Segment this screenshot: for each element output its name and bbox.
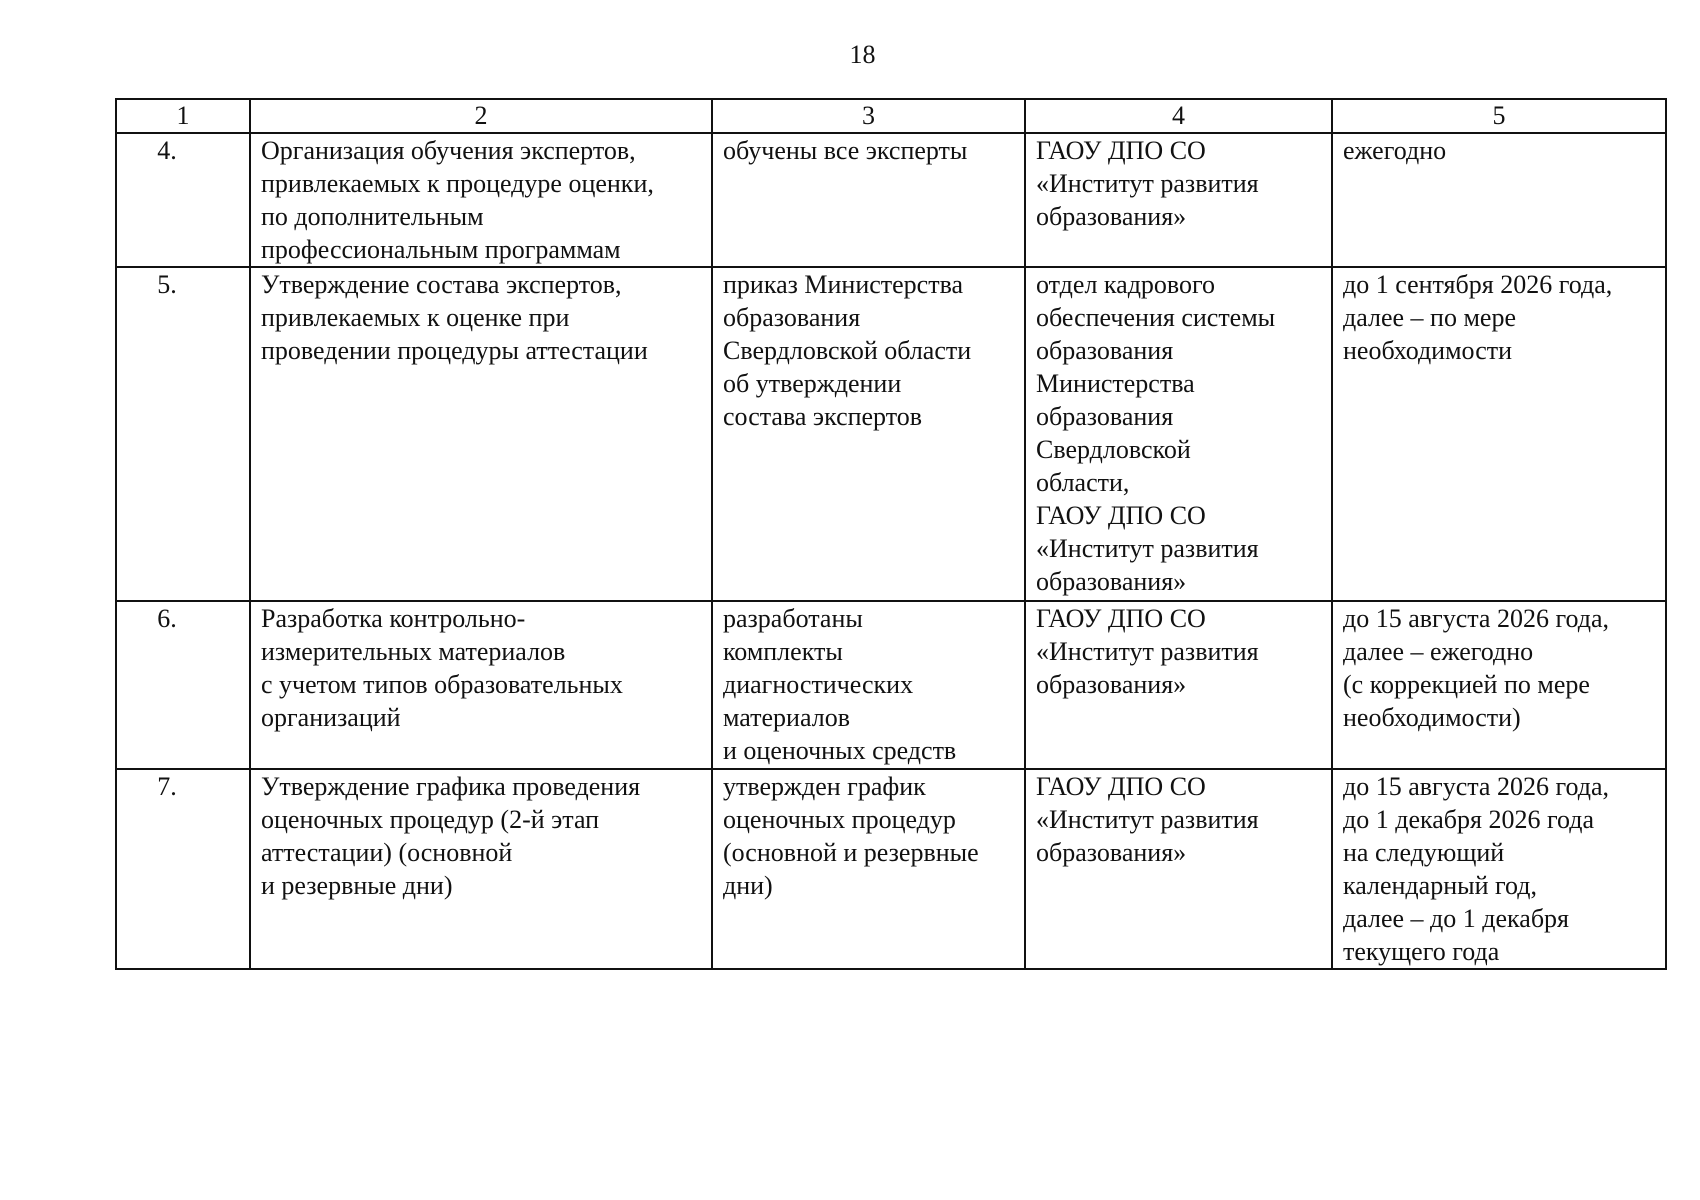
header-col-5: 5	[1332, 99, 1666, 133]
table-row	[116, 601, 1666, 769]
responsible-cell: ГАОУ ДПО СО «Институт развития образования»	[1025, 601, 1332, 769]
deadline-cell: ежегодно	[1332, 133, 1666, 267]
header-col-4: 4	[1025, 99, 1332, 133]
header-col-2: 2	[250, 99, 712, 133]
table-row	[116, 133, 1666, 267]
responsible-cell: ГАОУ ДПО СО «Институт развития образования»	[1025, 133, 1332, 267]
row-number: 4.	[116, 133, 250, 267]
header-col-1: 1	[116, 99, 250, 133]
activity-cell: Утверждение графика проведения оценочных процедур (2-й этап аттестации) (основной и резервные дни)	[250, 769, 712, 969]
header-col-3: 3	[712, 99, 1025, 133]
deadline-cell: до 1 сентября 2026 года, далее – по мере необходимости	[1332, 267, 1666, 601]
deadline-cell: до 15 августа 2026 года, далее – ежегодно (с коррекцией по мере необходимости)	[1332, 601, 1666, 769]
activity-cell: Организация обучения экспертов, привлекаемых к процедуре оценки, по дополнительным профессиональным программам	[250, 133, 712, 267]
responsible-cell: отдел кадрового обеспечения системы образования Министерства образования Свердловской области, ГАОУ ДПО СО «Институт развития образования»	[1025, 267, 1332, 601]
result-cell: утвержден график оценочных процедур (основной и резервные дни)	[712, 769, 1025, 969]
row-number: 6.	[116, 601, 250, 769]
row-number: 5.	[116, 267, 250, 601]
header-row	[116, 99, 1666, 133]
deadline-cell: до 15 августа 2026 года, до 1 декабря 2026 года на следующий календарный год, далее – до 1 декабря текущего года	[1332, 769, 1666, 969]
table-row	[116, 267, 1666, 601]
responsible-cell: ГАОУ ДПО СО «Институт развития образования»	[1025, 769, 1332, 969]
row-number: 7.	[116, 769, 250, 969]
activity-cell: Утверждение состава экспертов, привлекаемых к оценке при проведении процедуры аттестации	[250, 267, 712, 601]
activity-cell: Разработка контрольно- измерительных материалов с учетом типов образовательных организаций	[250, 601, 712, 769]
result-cell: обучены все эксперты	[712, 133, 1025, 267]
result-cell: приказ Министерства образования Свердловской области об утверждении состава экспертов	[712, 267, 1025, 601]
table-row	[116, 769, 1666, 969]
page-number: 18	[849, 40, 876, 69]
result-cell: разработаны комплекты диагностических материалов и оценочных средств	[712, 601, 1025, 769]
plan-table	[115, 98, 1667, 970]
